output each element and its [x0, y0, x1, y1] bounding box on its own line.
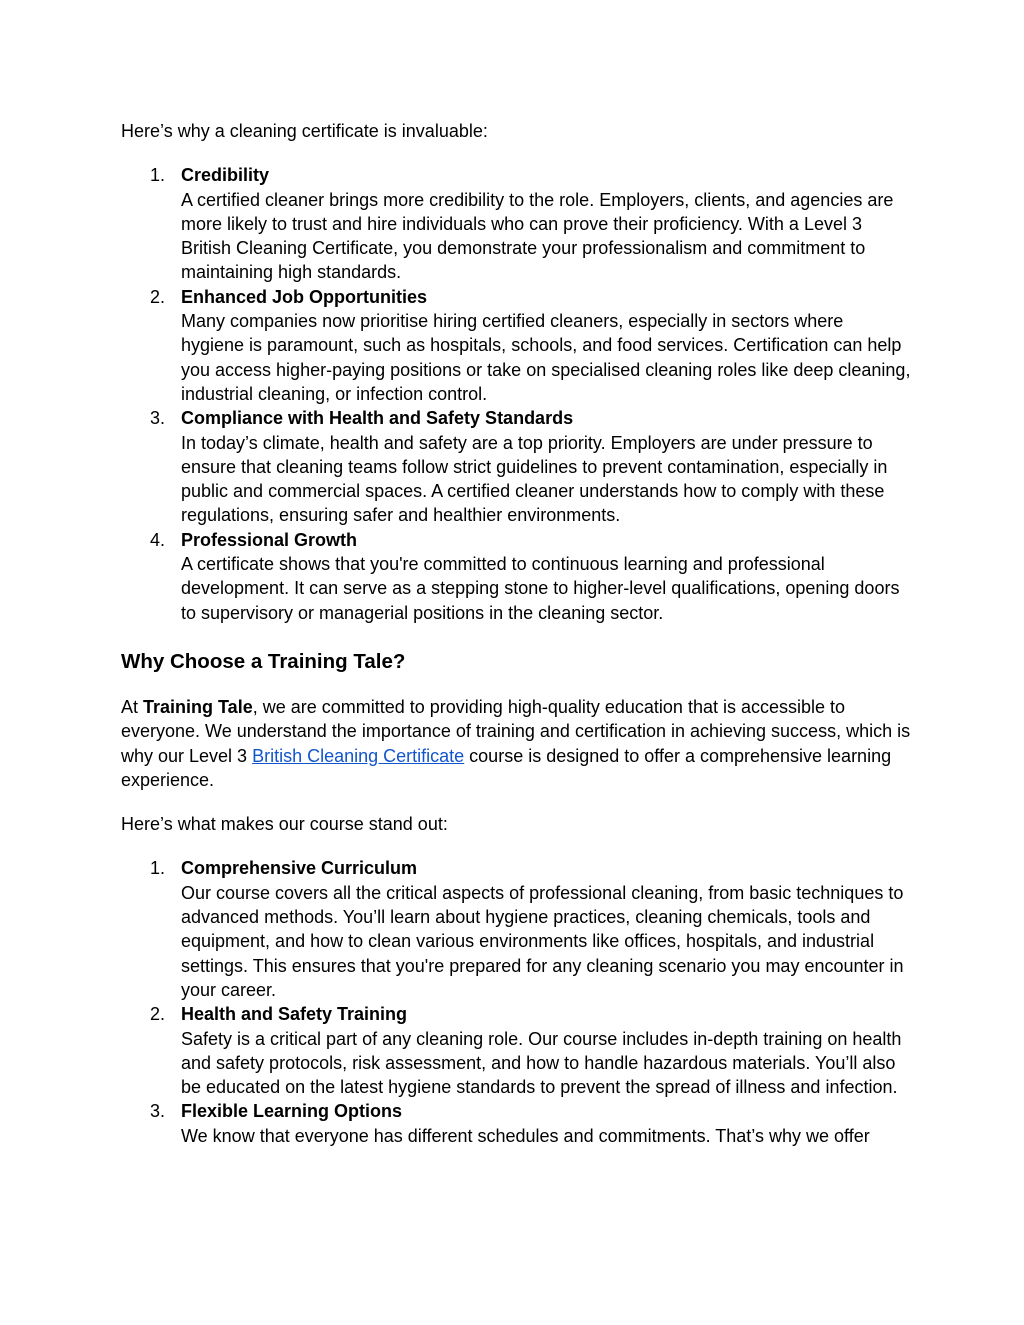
- list-number: 3.: [150, 408, 166, 429]
- list-item: [121, 528, 911, 625]
- list-item-title: Enhanced Job Opportunities: [181, 286, 428, 307]
- list-item-title: Compliance with Health and Safety Standards: [181, 408, 574, 429]
- list-item-text: In today’s climate, health and safety are a top priority. Employers are under pressure to ensure that cleaning teams follow strict guidelines to prevent contamination, especially in public and commercial spaces. A certified cleaner understands how to comply with these regulations, ensuring safer and healthier environments.: [181, 432, 888, 526]
- list-item-text: A certified cleaner brings more credibility to the role. Employers, clients, and agencies are more likely to trust and hire individuals who can prove their proficiency. With a Level 3 British Cleaning Certificate, you demonstrate your professionalism and commitment to maintaining high standards.: [181, 189, 894, 283]
- list-item-text: Many companies now prioritise hiring certified cleaners, especially in sectors where hygiene is paramount, such as hospitals, schools, and food services. Certification can help you access higher-paying positions or take on specialised cleaning roles like deep cleaning, industrial cleaning, or infection control.: [181, 311, 911, 404]
- list-item: [121, 285, 911, 406]
- list-item-title: Health and Safety Training: [181, 1004, 408, 1025]
- training-tale-paragraph: [121, 695, 911, 792]
- list-item-text: We know that everyone has different schedules and commitments. That’s why we offer: [181, 1125, 870, 1146]
- para-prefix: At: [121, 696, 144, 717]
- list-number: 1.: [150, 165, 166, 186]
- list-item-title: Professional Growth: [181, 529, 358, 550]
- benefits-list: [121, 163, 911, 625]
- document-page: [121, 119, 911, 1148]
- intro-paragraph: Here’s why a cleaning certificate is invaluable:: [121, 121, 488, 141]
- list-item-text: Safety is a critical part of any cleaning role. Our course includes in-depth training on health and safety protocols, risk assessment, and how to handle hazardous materials. You’ll also be educated on the latest hygiene standards to prevent the spread of illness and infection.: [181, 1028, 902, 1098]
- list-item-title: Comprehensive Curriculum: [181, 858, 418, 879]
- list-number: 3.: [150, 1101, 166, 1122]
- list-number: 2.: [150, 286, 166, 307]
- list-item-text: A certificate shows that you're committed to continuous learning and professional development. It can serve as a stepping stone to higher-level qualifications, opening doors to supervisory or managerial positions in the cleaning sector.: [181, 554, 900, 623]
- list-item: [121, 1002, 911, 1099]
- list-item: [121, 856, 911, 1002]
- list-number: 2.: [150, 1004, 166, 1025]
- list-number: 4.: [150, 529, 166, 550]
- british-cleaning-certificate-link[interactable]: British Cleaning Certificate: [252, 745, 465, 766]
- list-item: [121, 406, 911, 527]
- intro-paragraph-2: Here’s what makes our course stand out:: [121, 814, 448, 835]
- list-item: [121, 163, 911, 284]
- list-item: [121, 1099, 911, 1148]
- list-item-text: Our course covers all the critical aspects of professional cleaning, from basic techniques to advanced methods. You’ll learn about hygiene practices, cleaning chemicals, tools and equipment, and how to clean various environments like offices, hospitals, and industrial settings. This ensures that you're prepared for any cleaning scenario you may encounter in your career.: [181, 882, 904, 1000]
- list-item-title: Flexible Learning Options: [181, 1101, 403, 1122]
- course-features-list: [121, 856, 911, 1148]
- para-suffix: course is designed to offer a comprehensive learning experience.: [121, 745, 892, 790]
- brand-name: Training Tale: [143, 696, 253, 717]
- list-number: 1.: [150, 858, 166, 879]
- para-middle: , we are committed to providing high-quality education that is accessible to everyone. We understand the importance of training and certification in achieving success, which is why our Level 3: [121, 696, 911, 766]
- list-item-title: Credibility: [181, 165, 270, 186]
- section-heading: Why Choose a Training Tale?: [121, 649, 406, 673]
